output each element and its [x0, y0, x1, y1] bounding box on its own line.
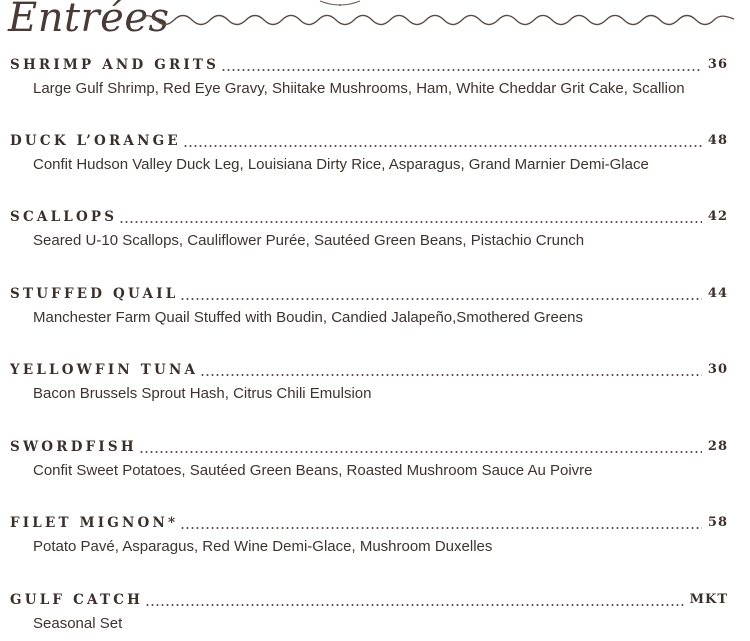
item-name: SCALLOPS: [10, 209, 118, 225]
section-header: [0, 0, 750, 44]
item-description: Potato Pavé, Asparagus, Red Wine Demi-Glace, Mushroom Duxelles: [33, 538, 493, 555]
item-price: MKT: [689, 592, 728, 607]
menu-item: [0, 437, 750, 497]
item-description: Seasonal Set: [33, 615, 123, 632]
dot-leader: [180, 527, 702, 529]
item-name: SHRIMP AND GRITS: [10, 57, 220, 73]
swash-divider-icon: [138, 10, 734, 30]
menu-item: [0, 207, 750, 267]
item-description: Large Gulf Shrimp, Red Eye Gravy, Shiitake Mushrooms, Ham, White Cheddar Grit Cake, Scallion: [33, 80, 685, 97]
dot-leader: [180, 298, 701, 300]
item-price: 44: [707, 286, 728, 301]
item-name: STUFFED QUAIL: [10, 286, 179, 302]
section-title: Entrées: [8, 0, 170, 41]
menu-item: [0, 55, 750, 115]
item-price: 30: [707, 362, 728, 377]
dot-leader: [183, 145, 702, 147]
dot-leader: [221, 69, 702, 71]
item-price: 42: [707, 209, 728, 224]
ornament-icon: [318, 0, 362, 8]
item-description: Seared U-10 Scallops, Cauliflower Purée, Sautéed Green Beans, Pistachio Crunch: [33, 232, 585, 249]
item-name: YELLOWFIN TUNA: [10, 362, 199, 378]
item-price: 58: [707, 515, 728, 530]
menu-item: [0, 513, 750, 573]
item-name: SWORDFISH: [10, 439, 137, 455]
dot-leader: [139, 451, 702, 453]
item-name: GULF CATCH: [10, 592, 144, 608]
item-price: 36: [707, 57, 728, 72]
menu-item: [0, 131, 750, 191]
menu-item: [0, 590, 750, 641]
item-price: 28: [707, 439, 728, 454]
item-description: Bacon Brussels Sprout Hash, Citrus Chili Emulsion: [33, 385, 372, 402]
item-description: Confit Sweet Potatoes, Sautéed Green Beans, Roasted Mushroom Sauce Au Poivre: [33, 462, 593, 479]
item-description: Confit Hudson Valley Duck Leg, Louisiana Dirty Rice, Asparagus, Grand Marnier Demi-Glace: [33, 156, 649, 173]
menu-item: [0, 284, 750, 344]
dot-leader: [200, 374, 702, 376]
item-price: 48: [707, 133, 728, 148]
item-description: Manchester Farm Quail Stuffed with Boudin, Candied Jalapeño,Smothered Greens: [33, 309, 584, 326]
dot-leader: [145, 604, 684, 606]
menu-item: [0, 360, 750, 420]
item-name: DUCK L’ORANGE: [10, 133, 181, 149]
dot-leader: [119, 221, 702, 223]
item-name: FILET MIGNON*: [10, 515, 179, 531]
